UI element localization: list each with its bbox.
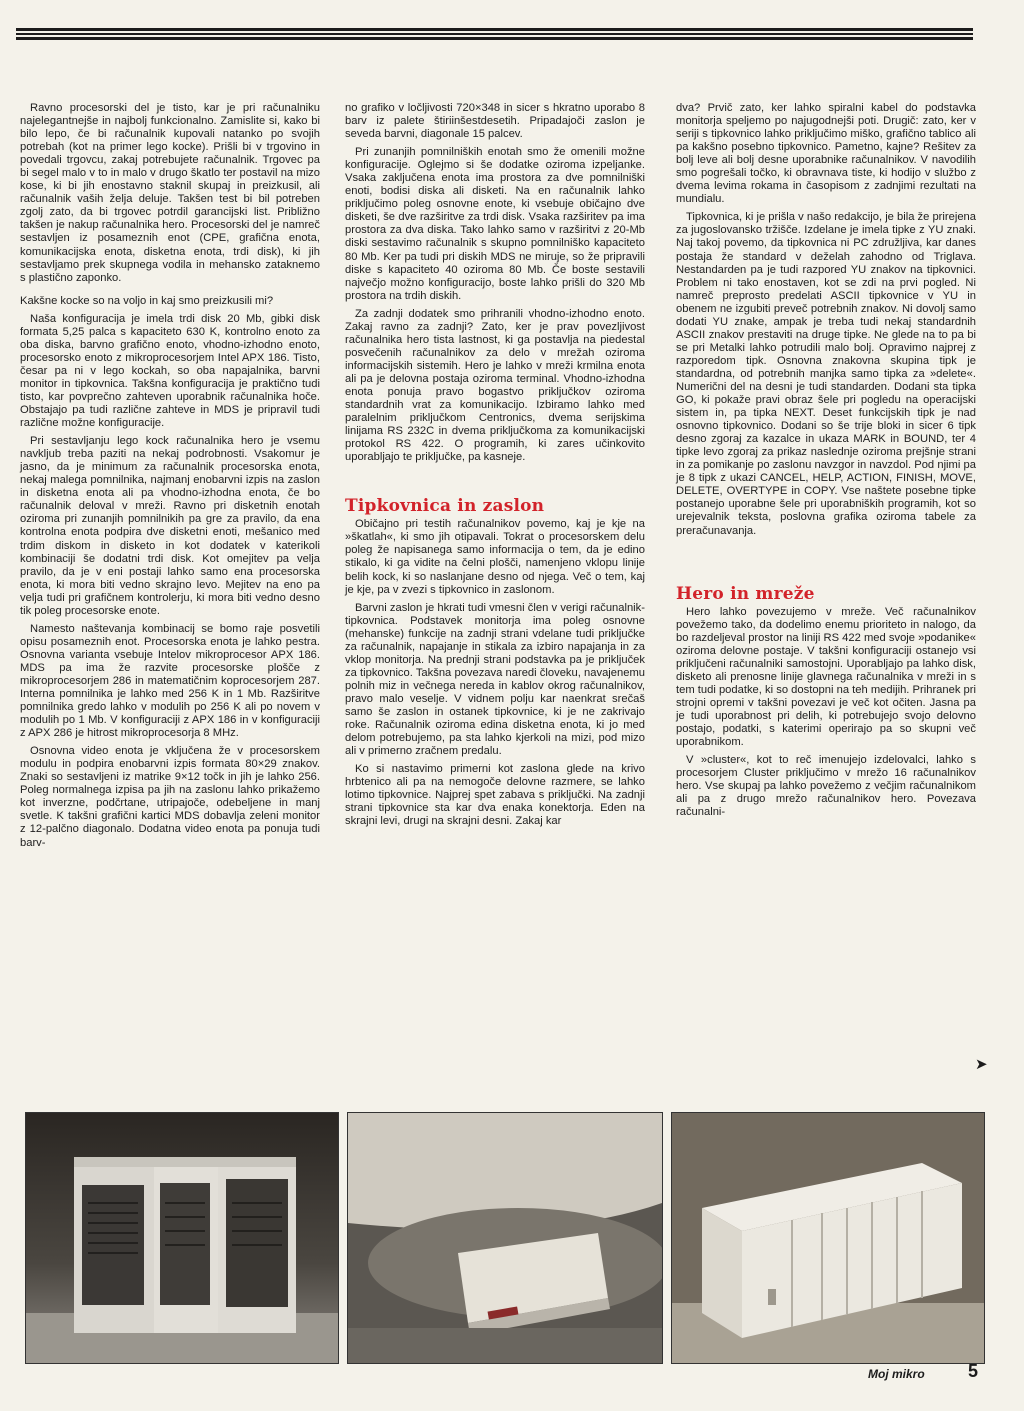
paragraph: Pri zunanjih pomnilniških enotah smo že omenili možne konfiguracije. Oglejmo si še dodatke oziroma izpeljanke. Vsaka zaključena enota ima prostora za dve pomnilniški enoti, bodisi diska ali disketi. Na en računalnik lahko priključimo poleg osnovne enote, ki vsebuje običajno dve disketi, še dve razširitve za trdi disk. Vsaka razširitev pa ima prostora za dva diska. Tako lahko samo v razširitvi z 20-Mb diski sestavimo računalnik s skupno pomnilniško kapaciteto 80 Mb. Ker pa tudi pri diskih MDS ne miruje, so že pripravili diske s kapaciteto 40 oziroma 80 Mb. Če boste sestavili največjo možno konfiguracijo, boste lahko prišli do 320 Mb prostora na trdih diskih. [345, 146, 645, 302]
article-column-1 [20, 102, 320, 855]
section-heading: Tipkovnica in zaslon [345, 496, 545, 517]
paragraph: Kakšne kocke so na voljo in kaj smo preizkusili mi? [20, 294, 274, 307]
page-number: 5 [968, 1361, 979, 1381]
photo-white-units [671, 1112, 985, 1364]
top-rule [16, 28, 973, 31]
photo-monitor-keyboard [347, 1112, 663, 1364]
photo-computer-modules [25, 1112, 339, 1364]
paragraph: Za zadnji dodatek smo prihranili vhodno-izhodno enoto. Zakaj ravno za zadnji? Zato, ker je prav povezljivost računalnika hero tista lastnost, ki ga postavlja na piedestal posvečenih računalnikov za delo v mrežah oziroma informacijskih sistemih. Hero je lahko v mreži krmilna enota ali pa je delovna postaja oziroma terminal. Vhodno-izhodna enota ponuja pravo bogastvo priključkov oziroma standardnih vrat za komunikacijo. Izbiramo lahko med paralelnim priključkom Centronics, dvema serijskima linijama RS 232C in dvema priključkoma za komunikacijski protokol RS 422. O programih, ki zares učinkovito uporabljajo te priključke, pa kasneje. [345, 307, 645, 464]
paragraph: Pri sestavljanju lego kock računalnika hero je vsemu navkljub treba paziti na nekaj podrobnosti. Vsakomur je jasno, da je minimum za računalnik procesorska enota, nekaj malega pomnilnika, najmanj enobarvni izpis na zaslon in disketna enota ali pa vhodno-izhodna enota, če bo računalnik deloval v mreži. Ravno pri disketnih enotah oziroma pri zunanjih pomnilnikih pa gre za pravilo, da ena kontrolna enota podpira dve disketni enoti, mešanico med trdim diskom in disketo in kot dodatek v katerikoli kombinaciji še dodatni trdi disk. Kot omejitev pa velja pravilo, da je v eni postaji lahko samo ena procesorska enota, ki mora biti vedno skrajno levo. Mejitev na eno pa velja tudi pri grafičnem kontrolerju, ki mora biti vedno desno tik poleg procesorske enote. [20, 435, 320, 617]
paragraph: Barvni zaslon je hkrati tudi vmesni člen v verigi računalnik-tipkovnica. Podstavek monitorja ima poleg osnovne (mehanske) funkcije na zadnji strani vdelane tudi priključke za računalnik, napajanje in stikala za izbiro napajanja in za vklop monitorja. Na prednji strani podstavka pa je priključek za tipkovnico. Takšna povezava naredi človeku, navajenemu polnih miz in večnega nereda in kablov okrog računalnikov, pravo malo veselje. V vidnem polju kar naenkrat srečaš samo še zaslon in ostanek tipkovnice, ki je ne zakrivajo roke. Računalnik oziroma edina disketna enota, ki jo med delom potrebujemo, pa sta lahko kjerkoli na mizi, pod mizo ali v primerno zračnem predalu. [345, 601, 645, 758]
article-column-2 [345, 102, 645, 833]
paragraph: Namesto naštevanja kombinacij se bomo raje posvetili opisu posameznih enot. Procesorska enota je lahko pestra. Osnovna varianta vsebuje Intelov mikroprocesor APX 186. MDS pa ima že razvite procesorske plošče z mikroprocesorjem 286 in matematičnim koprocesorjem 287. Interna pomnilnika je lahko med 256 K in 1 Mb. Razširitve pomnilnika gredo lahko v modulih po 256 K ali po novem v modulih po 1 Mb. V konfiguraciji z APX 186 in v konfiguraciji z APX 286 je hitrost mikroprocesorja 8 MHz. [20, 622, 320, 740]
paragraph: Ravno procesorski del je tisto, kar je pri računalniku najelegantnejše in najbolj funkcionalno. Zamislite si, kako bi bilo lepo, če bi računalnik kupovali natanko po svojih potrebah (kot na primer lego kocke). Prišli bi v trgovino in povedali trgovcu, zakaj potrebujete računalnik. Trgovec pa bi segel malo v to in malo v drugo škatlo ter postavil na mizo kose, ki bi jih enostavno staknil skupaj in preizkusil, ali računalnik vaših želja deluje. Takšen test bi bil potreben zgolj zato, da bi trgovec potrdil garancijski list. Približno takšen je nakup računalnika hero. Procesorski del je namreč sestavljen iz posameznih enot (CPE, grafična enota, komunikacijska enota, disketna enota, trdi disk), ki jih sestavljamo prek skupnega vodila in mehansko zataknemo s plastično zaponko. [20, 102, 320, 284]
paragraph: Hero lahko povezujemo v mreže. Več računalnikov povežemo tako, da dodelimo enemu prioriteto in nalogo, da bo razdeljeval prostor na liniji RS 422 med svoje »podanike« oziroma delovne postaje. V takšni konfiguraciji ostanejo vsi priključeni računalniki samostojni. Uporabljajo pa lahko disk, disketo ali prenosne linije glavnega računalnika v mreži in s tem tudi podatke, ki so dostopni na teh medijih. Prihranek pri strojni opremi v takšni povezavi je več kot očiten. Jasna pa je tudi uporabnost pri delih, ki potrebujejo svojo delovno postajo, podatki, s katerimi operirajo pa so skupni več uporabnikom. [676, 605, 976, 749]
section-heading: Hero in mreže [676, 583, 815, 604]
paragraph: Ko si nastavimo primerni kot zaslona glede na krivo hrbtenico ali pa na nemogoče delovne razmere, se lahko lotimo tipkovnice. Najprej spet zabava s priključki. Na zadnji strani tipkovnice sta kar dva enaka konektorja. Eden na skrajni levi, drugi na skrajni desni. Zakaj kar [345, 763, 645, 828]
magazine-name: Moj mikro [868, 1367, 925, 1381]
paragraph: Naša konfiguracija je imela trdi disk 20 Mb, gibki disk formata 5,25 palca s kapaciteto 630 K, kontrolno enoto za oba diska, barvno grafično enoto, vhodno-izhodno enoto, procesorsko enoto z mikroprocesorjem Intel APX 186. Tisto, česar pa ni v lego kockah, so oba napajalnika, barvni monitor in tipkovnica. Takšna konfiguracija je praktično tudi tisto, kar povprečno zahteven uporabnik računalnika hoče. Obstajajo pa tudi različne zahteve in MDS je pripravil tudi različne možne konfiguracije. [20, 312, 320, 430]
paragraph: V »cluster«, kot to reč imenujejo izdelovalci, lahko s procesorjem Cluster priključimo v mrežo 16 računalnikov hero. Vse skupaj pa lahko povežemo z večjim računalnikom ali pa z drugo mrežo računalnikov hero. Povezava računalni- [676, 754, 976, 819]
top-rule [16, 33, 973, 35]
paragraph: Osnovna video enota je vključena že v procesorskem modulu in podpira enobarvni izpis formata 80×29 znakov. Znaki so sestavljeni iz matrike 9×12 točk in jih je lahko 256. Poleg normalnega izpisa pa jih na zaslonu lahko prikažemo kot inverzne, podčrtane, utripajoče, odebeljene in manj svetle. K takšni grafični kartici MDS dobavlja zeleni monitor z 12-palčno diagonalo. Dodatna video enota pa ponuja tudi barv- [20, 745, 320, 849]
paragraph: Običajno pri testih računalnikov povemo, kaj je kje na »škatlah«, ki smo jih otipavali. Tokrat o procesorskem delu poleg že napisanega samo informacija o tem, da je edino stikalo, ki ga vidite na čelni plošči, namenjeno vklopu linije belih kock, ki so naslanjane desno od njega. Več o tem, kaj je kje, pa v zvezi s tipkovnico in zaslonom. [345, 518, 645, 596]
paragraph: dva? Prvič zato, ker lahko spiralni kabel do podstavka monitorja speljemo po najugodnejši poti. Drugič: zato, ker v seriji s tipkovnico lahko priključimo miško, grafično tablico ali pa kakšno posebno tipkovnico. Pametno, kajne? Rešitev za bolj leve ali bolj desne uporabnike računalnikov. V navodilih smo pogrešali točko, ki obravnava tiste, ki hodijo v službo z dvema levima rokama in časopisom z zadnjimi rezultati na mundialu. [676, 102, 976, 206]
top-rule [16, 37, 973, 40]
continue-arrow-icon: ➤ [975, 1056, 988, 1073]
paragraph: Tipkovnica, ki je prišla v našo redakcijo, je bila že prirejena za jugoslovansko tržišče. Izdelane je imela tipke z YU znaki. Naj takoj povemo, da tipkovnica ni PC združljiva, kar danes postaja že standard v deželah zahodno od Triglava. Nestandarden pa je tudi razpored YU znakov na tipkovnici. Problem ni tako enostaven, kot se zdi na prvi pogled. Ni namreč preprosto predelati ASCII tipkovnice v YU in obenem ne izgubiti preveč potrebnih znakov. Ni dovolj samo dodati YU znake, ampak je treba tudi nekaj standardnih ASCII znakov prestaviti na druge tipke. Ne glede na to pa bi se pri Metalki lahko potrudili malo bolj. Opravimo najprej z razporedom tipk. Osnovna znakovna skupina tipk je standardna, od potrebnih manjka samo tipka za »delete«. Numerični del na desni je tudi standarden. Dodani sta tipka GO, ki pokaže pravi obraz šele pri pogledu na operacijski sistem in, pa tipka NEXT. Deset funkcijskih tipk je nad osnovno tipkovnico. Dodani so še trije bloki in sicer 6 tipk desno zgoraj za kazalce in ukaza MARK in BOUND, ter 4 tipke levo zgoraj za prikaz naslednje oziroma prejšnje strani in za pomikanje po zaslonu navzgor in navzdol. Pod njimi pa je 8 tipk z ukazi CANCEL, HELP, ACTION, FINISH, MOVE, DELETE, OVERTYPE in COPY. Vse naštete posebne tipke postanejo uporabne šele pri uporabniških programih, kot so urejevalnik teksta, poslovna grafika oziroma tabele za preračunavanja. [676, 211, 976, 537]
article-column-3 [676, 102, 976, 824]
paragraph: no grafiko v ločljivosti 720×348 in sicer s hkratno uporabo 8 barv iz palete štiriinšestdesetih. Pripadajoči zaslon je seveda barvni, diagonale 15 palcev. [345, 102, 645, 141]
